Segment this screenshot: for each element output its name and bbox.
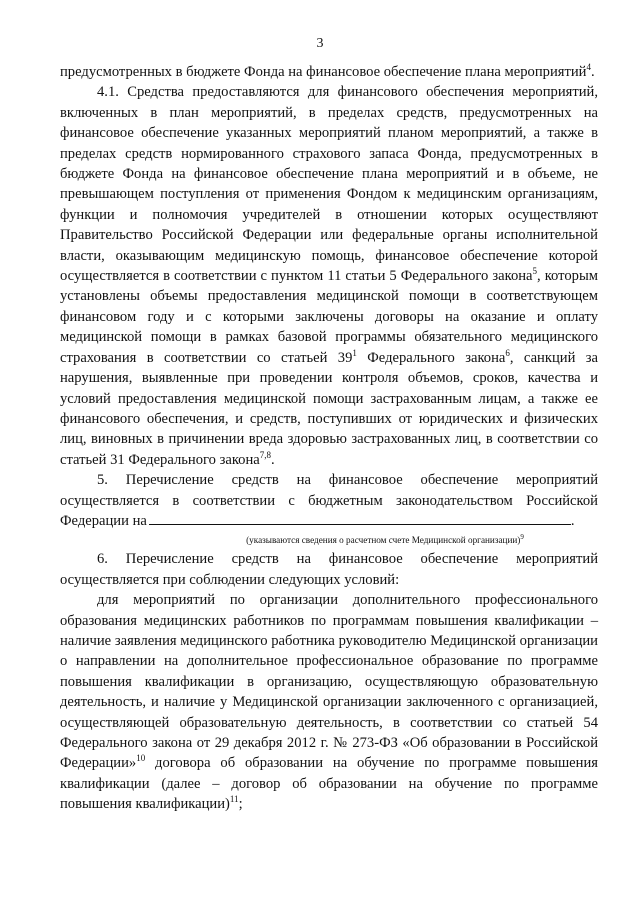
fill-line-caption (60, 533, 598, 547)
paragraph-text: 4.1. Средства предоставляются для финансового обеспечения мероприятий, включенных в план мероприятий, в пределах средств, предусмотренных на финансовое обеспечение указанных мероприятий планом мероприятий, а также в пределах средств нормированного страхового запаса Фонда, предусмотренных в бюджете Фонда на финансовое обеспечение плана мероприятий и в объеме, не превышающем поступления от применения Фондом к медицинским организациям, функции и полномочия учредителей в отношении которых осуществляют Правительство Российской Федерации или федеральные органы исполнительной власти, оказывающим медицинскую помощь, финансовое обеспечение которой осуществляется в соответствии с пунктом 11 статьи 5 Федерального закона (60, 84, 598, 285)
paragraph-6-condition-1 (60, 590, 598, 814)
document-body (60, 62, 598, 815)
footnote-ref: 11 (229, 794, 239, 805)
paragraph-text: предусмотренных в бюджете Фонда на финансовое обеспечение плана мероприятий (60, 64, 587, 80)
footnote-ref: 10 (136, 753, 146, 764)
paragraph-text: , санкций за нарушения, выявленные при проведении контроля объемов, сроков, качества и условий предоставления медицинской помощи застрахованным лицам, а также ее финансового обеспечения, и средств, поступивших от юридических и физических лиц, виновных в причинении вреда здоровью застрахованных лиц, в соответствии со статьей 31 Федерального закона (60, 349, 599, 468)
footnote-ref: 4 (586, 62, 591, 73)
paragraph-end: . (590, 64, 595, 80)
paragraph-end: . (570, 512, 575, 529)
paragraph-text: для мероприятий по организации дополнительного профессионального образования медицинских работников по программам повышения квалификации – наличие заявления медицинского работника руководителю Медицинской организации о направлении на дополнительное профессиональное образование по программе повышения квалификации в организацию, осуществляющую образовательную деятельность, и наличие у Медицинской организации заключенного с организацией, осуществляющей образовательную деятельность, в соответствии со статьей 54 Федерального закона от 29 декабря 2012 г. № 273-ФЗ «Об образовании в Российской Федерации» (60, 592, 598, 772)
paragraph-end: . (271, 451, 275, 468)
paragraph-end: ; (238, 796, 243, 813)
page-number: 3 (316, 36, 324, 51)
paragraph-intro-continuation (60, 62, 598, 82)
paragraph-4-1 (60, 82, 598, 470)
footnote-ref: 5 (532, 266, 538, 277)
paragraph-6 (60, 549, 598, 590)
account-fill-line (149, 512, 571, 525)
footnote-ref: 7,8 (259, 449, 272, 460)
footnote-ref: 9 (520, 533, 524, 542)
paragraph-text: , которым установлены объемы предоставления медицинской помощи в соответствующем финансовом году и с которыми заключены договоры на оказание и оплату медицинской помощи в рамках базовой программы обязательного медицинского страхования в соответствии со статьей 39 (60, 268, 598, 366)
paragraph-text: 5. Перечисление средств на финансовое обеспечение мероприятий осуществляется в соответствии с бюджетным законодательством Российской Федерации на (60, 472, 598, 529)
footnote-ref: 6 (505, 347, 510, 358)
paragraph-text: Федерального закона (356, 349, 506, 366)
caption-text: (указываются сведения о расчетном счете Медицинской организации) (246, 535, 521, 546)
paragraph-text: договора об образовании на обучение по программе повышения квалификации (далее – договор об образовании на обучение по программе повышения квалификации) (60, 755, 598, 813)
paragraph-5 (60, 470, 598, 531)
paragraph-text: 6. Перечисление средств на финансовое обеспечение мероприятий осуществляется при соблюдении следующих условий: (60, 551, 598, 588)
article-superscript: 1 (352, 347, 357, 358)
